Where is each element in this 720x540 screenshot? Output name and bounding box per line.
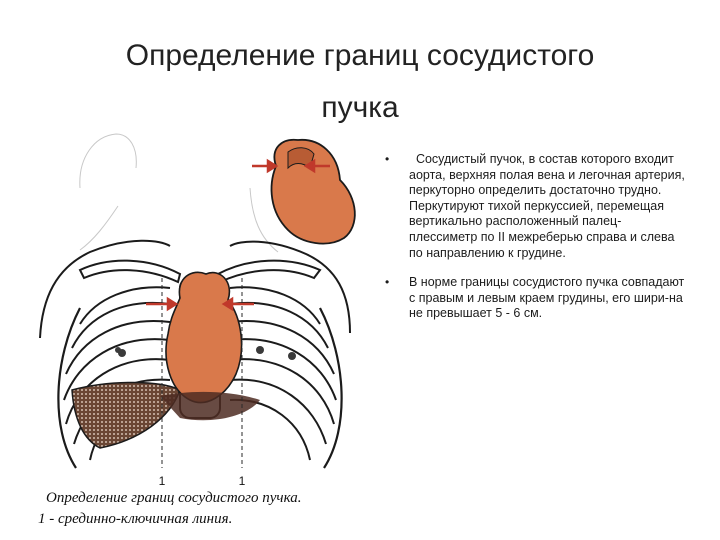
- bullet-list: [385, 152, 689, 336]
- slide-title: [40, 30, 680, 134]
- liver: [72, 383, 180, 449]
- chest-illustration: [20, 128, 380, 500]
- dark-muscle-shadow: [160, 392, 260, 420]
- title-line-1: Определение границ сосудистого: [125, 39, 595, 72]
- inset-heart: [272, 140, 355, 244]
- figure-caption: [38, 488, 398, 530]
- title-line-2: пучка: [321, 91, 399, 124]
- body-outline: [80, 134, 278, 252]
- caption-line-2: 1 - срединно-ключичная линия.: [38, 511, 233, 527]
- bullet-item: • Сосудистый пучок, в состав которого входит аорта, верхняя полая вена и легочная артерия, перкуторно определить достаточно трудно. Перкутируют тихой перкуссией, перемещая вертикально расположенный палец-плессиметр по II межреберью справа и слева по направлению к грудине.: [385, 152, 685, 261]
- caption-line-1: Определение границ сосудистого пучка.: [46, 490, 302, 506]
- heart-chest: [166, 272, 242, 402]
- line-marker-left: 1: [158, 474, 166, 488]
- line-marker-right: 1: [238, 474, 246, 488]
- bullet-item: • В норме границы сосудистого пучка совпадают с правым и левым краем грудины, его шири-на не превышает 5 - 6 см.: [385, 275, 685, 322]
